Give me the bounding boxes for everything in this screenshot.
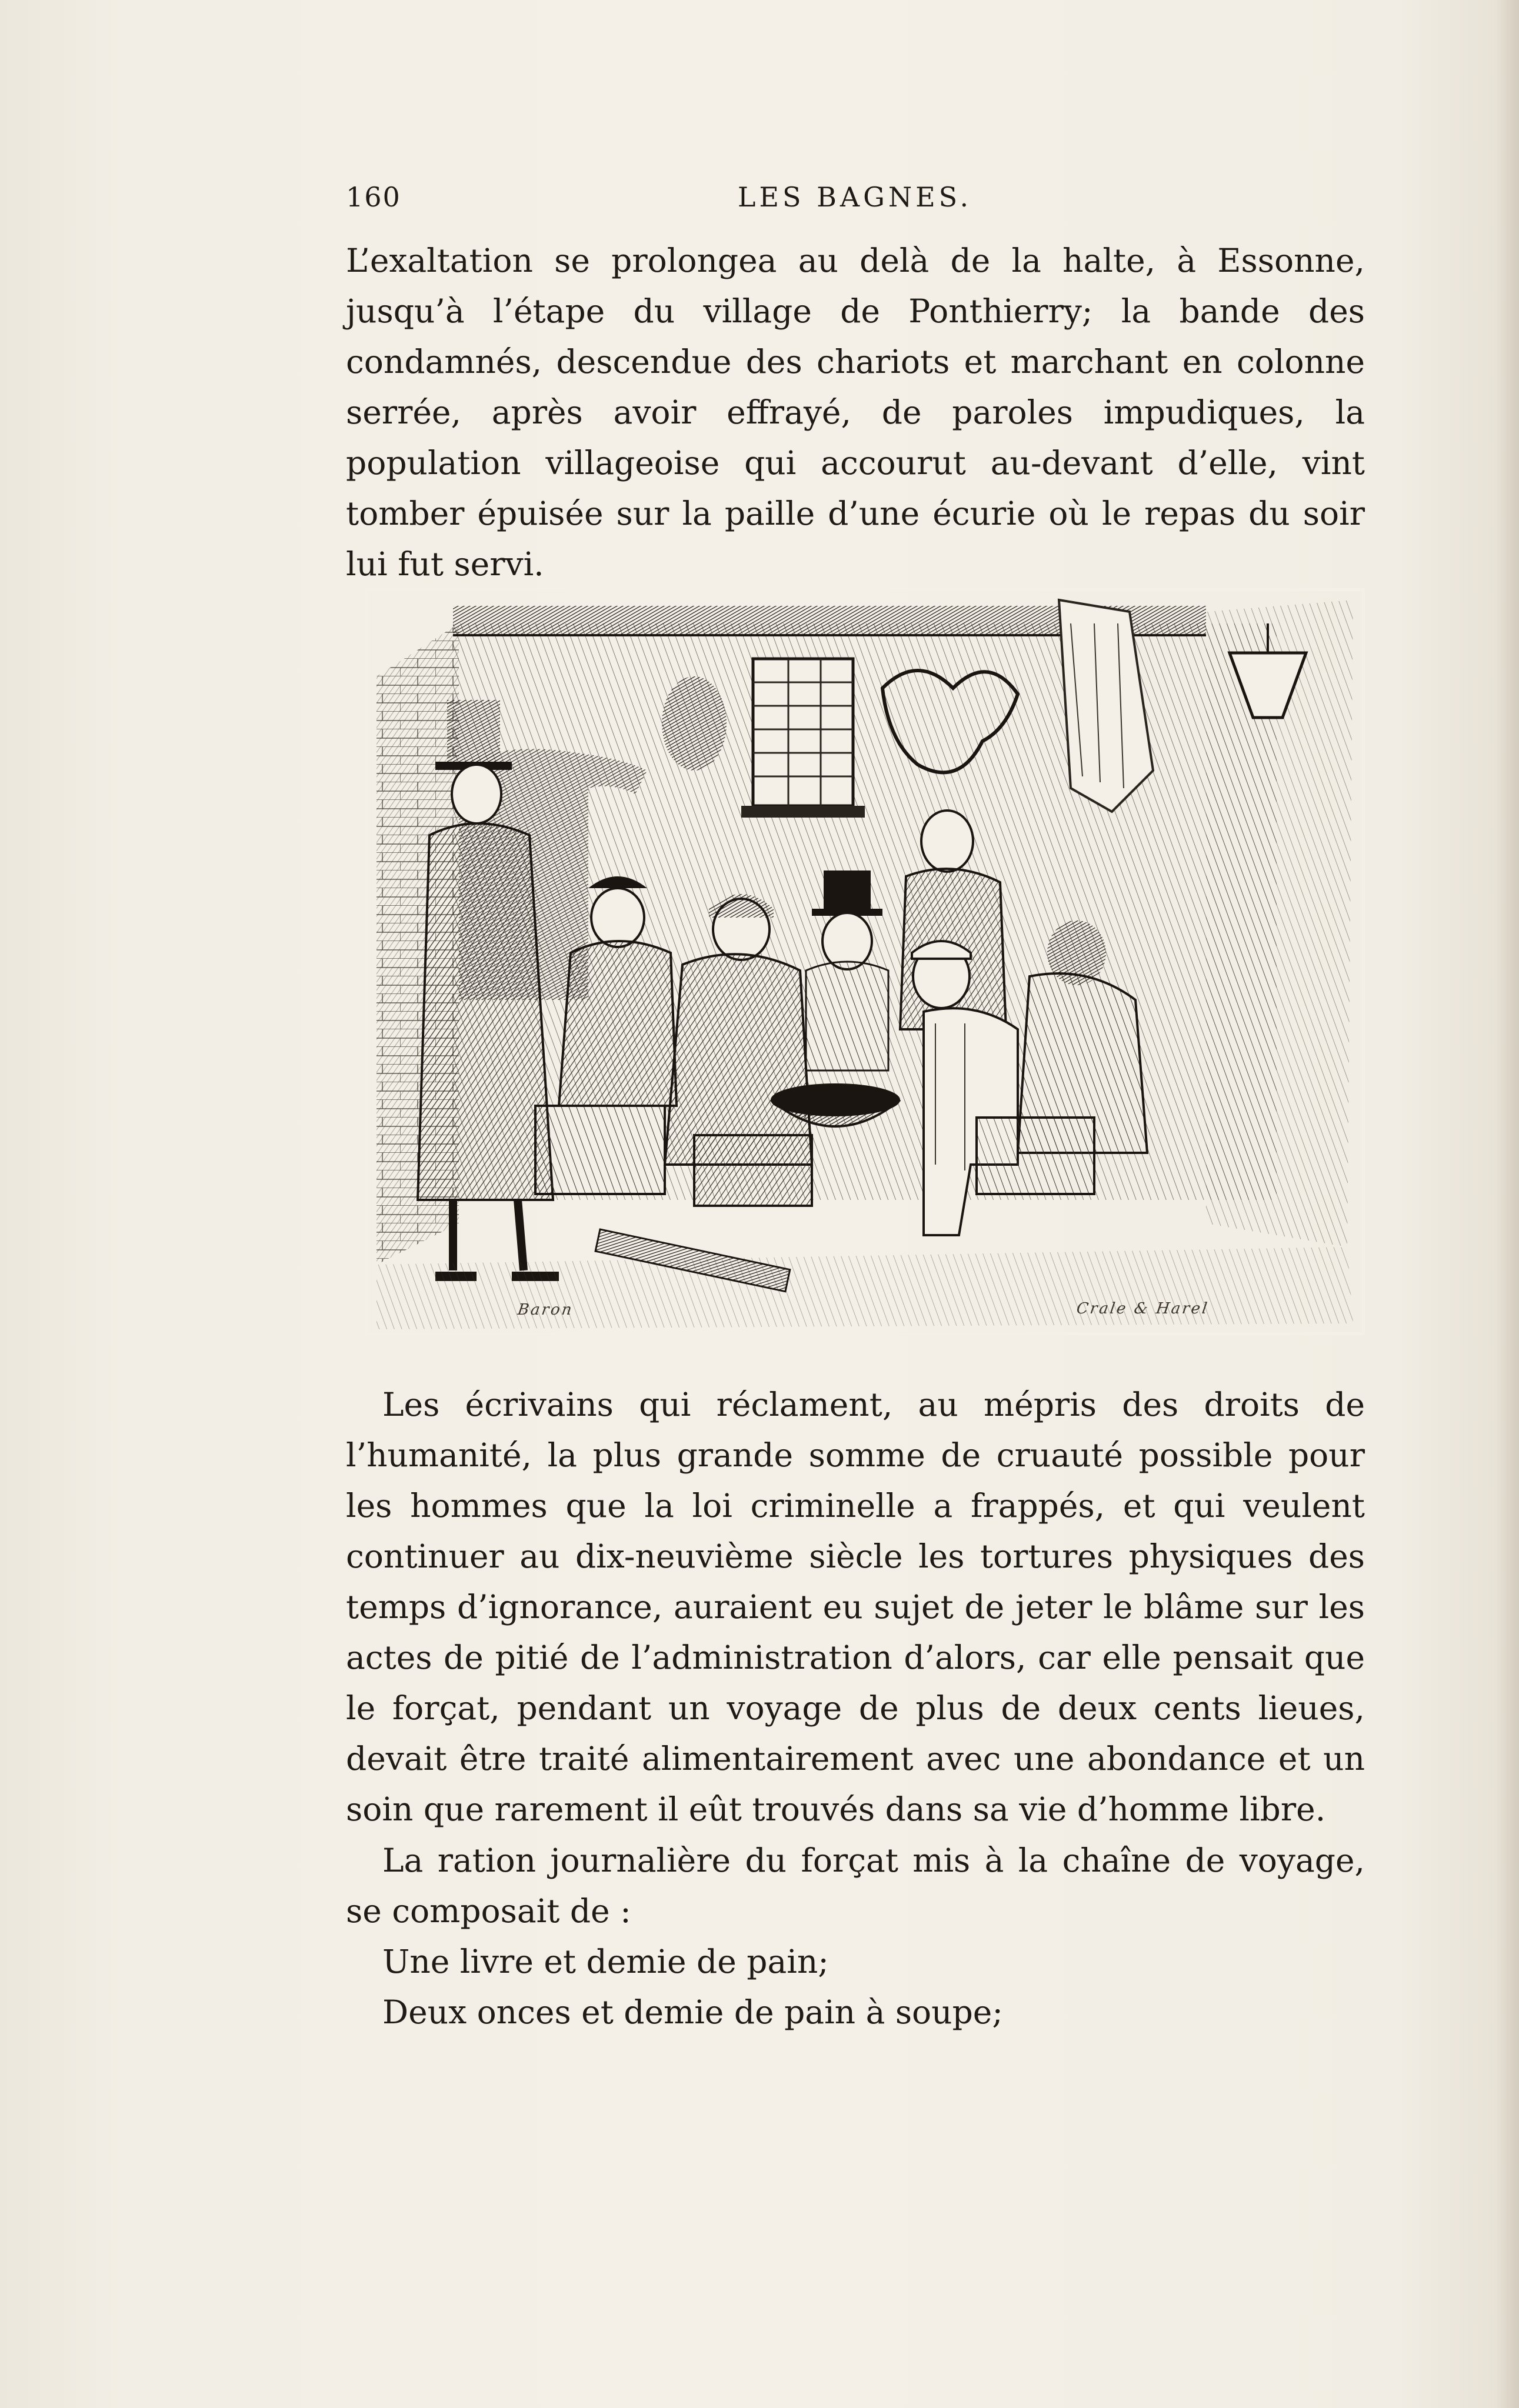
paragraph-text: La ration journalière du forçat mis à la chaîne de voyage, se composait de : xyxy=(346,1842,1365,1930)
engraver-signature-right: Crale & Harel xyxy=(1075,1300,1210,1318)
convicts-in-stable-engraving xyxy=(365,588,1365,1335)
ration-item-1: Une livre et demie de pain; xyxy=(382,1943,829,1980)
paragraph-text: Les écrivains qui réclament, au mépris des droits de l’humanité, la plus grande somme de cruauté possible pour les hommes que la loi criminelle a frappés, et qui veulent continuer au dix-neuvième siècle les tortures physiques des temps d’ignorance, auraient eu sujet de jeter le blâme sur les actes de pitié de l’administration d’alors, car elle pensait que le forçat, pendant un voyage de plus de deux cents lieues, devait être traité alimentairement avec une abondance et un soin que rarement il eût trouvés dans sa vie d’homme libre. xyxy=(346,1386,1365,1828)
hanging-shield xyxy=(662,676,727,771)
paragraph-text: L’exaltation se prolongea au delà de la halte, à Essonne, jusqu’à l’étape du village de Ponthierry; la bande des condamnés, descendue des chariots et marchant en colonne serrée, après avoir effrayé, de paroles impudiques, la population villageoise qui accourut au-devant d’elle, vint tomber épuisée sur la paille d’une écurie où le repas du soir lui fut servi. xyxy=(346,242,1365,583)
running-title: LES BAGNES. xyxy=(737,181,972,213)
engraver-signature-left: Baron xyxy=(516,1301,575,1319)
window xyxy=(753,659,853,806)
paragraph-1 xyxy=(346,235,1365,589)
ration-item-2: Deux onces et demie de pain à soupe; xyxy=(382,1993,1003,2031)
running-header xyxy=(346,181,1364,216)
page-edge-shadow xyxy=(1495,0,1519,2408)
page-number: 160 xyxy=(346,181,401,213)
paragraph-3 xyxy=(346,1835,1365,1936)
engraving-illustration xyxy=(365,588,1365,1335)
paragraph-2 xyxy=(346,1379,1365,1835)
